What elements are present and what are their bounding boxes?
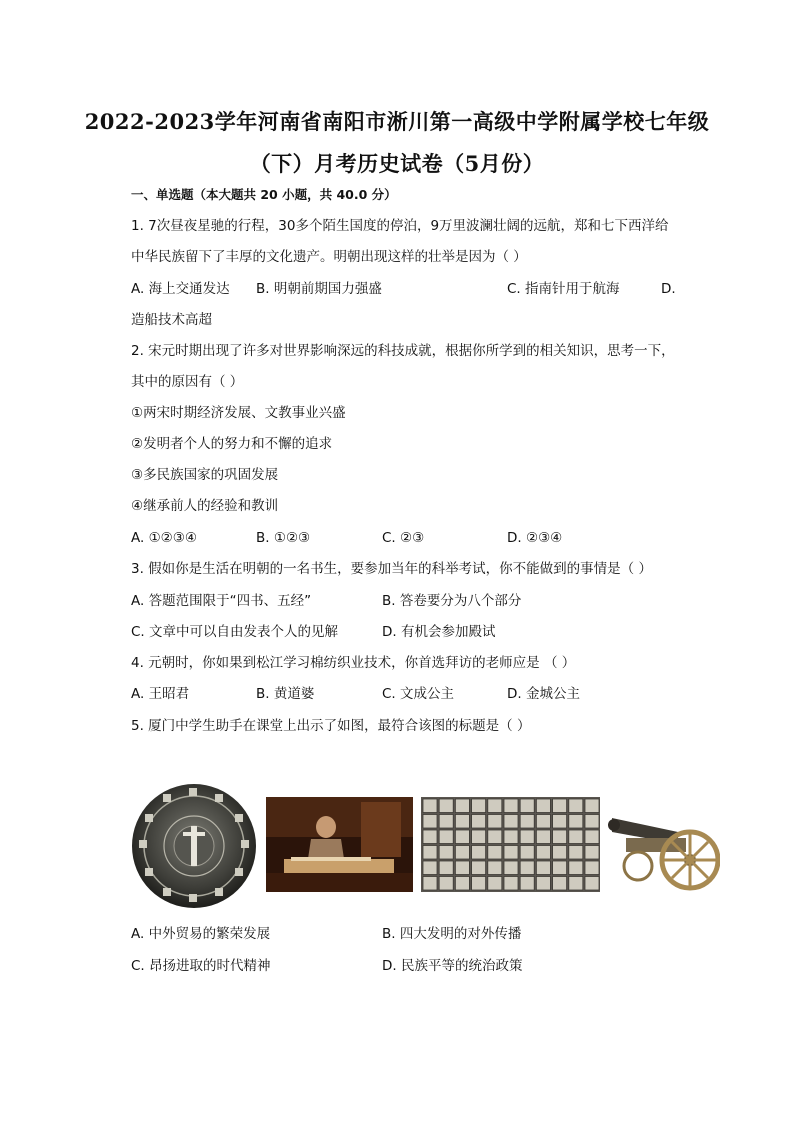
q2-item-4: ④继承前人的经验和教训 (131, 498, 279, 514)
q3-option-b: B. 答卷要分为八个部分 (382, 593, 522, 609)
q5-option-d: D. 民族平等的统治政策 (382, 958, 523, 974)
type-block (569, 830, 583, 844)
movable-type-image (421, 797, 600, 892)
type-block (585, 799, 599, 813)
type-block (569, 799, 583, 813)
type-block (455, 815, 469, 829)
type-block (488, 799, 502, 813)
type-block (520, 861, 534, 875)
type-block (423, 877, 437, 891)
type-block (472, 799, 486, 813)
q3-option-a: A. 答题范围限于“四书、五经” (131, 593, 312, 609)
type-block (536, 877, 550, 891)
q4-option-b: B. 黄道婆 (256, 686, 315, 702)
type-block (520, 830, 534, 844)
type-block (488, 815, 502, 829)
type-block (504, 877, 518, 891)
type-block (504, 830, 518, 844)
type-block (455, 799, 469, 813)
section-heading: 一、单选题（本大题共 20 小题，共 40.0 分） (131, 187, 397, 202)
q2-item-3: ③多民族国家的巩固发展 (131, 467, 279, 483)
type-block (553, 846, 567, 860)
type-block (553, 830, 567, 844)
q4-option-c: C. 文成公主 (382, 686, 455, 702)
type-block (536, 861, 550, 875)
type-block (585, 846, 599, 860)
type-block (439, 830, 453, 844)
type-block (455, 877, 469, 891)
type-block (569, 861, 583, 875)
type-block (504, 846, 518, 860)
type-block (439, 815, 453, 829)
q1-stem-line1: 1. 7次昼夜星驰的行程，30多个陌生国度的停泊，9万里波澜壮阔的远航，郑和七下西洋给 (131, 218, 669, 234)
q5-option-c: C. 昂扬进取的时代精神 (131, 958, 271, 974)
q4-option-a: A. 王昭君 (131, 686, 190, 702)
q1-option-c: C. 指南针用于航海 (507, 281, 620, 297)
type-block (455, 830, 469, 844)
type-block (472, 861, 486, 875)
type-block (520, 799, 534, 813)
type-block (439, 877, 453, 891)
type-block (520, 815, 534, 829)
type-block (536, 799, 550, 813)
type-block (520, 846, 534, 860)
type-block (488, 861, 502, 875)
type-block (423, 861, 437, 875)
q2-option-a: A. ①②③④ (131, 530, 197, 546)
type-block (455, 846, 469, 860)
type-block (504, 861, 518, 875)
type-block (488, 877, 502, 891)
q2-stem-line1: 2. 宋元时期出现了许多对世界影响深远的科技成就，根据你所学到的相关知识，思考一下， (131, 343, 675, 359)
type-block (536, 815, 550, 829)
type-block (553, 861, 567, 875)
type-block (504, 799, 518, 813)
type-block (472, 830, 486, 844)
type-block (585, 861, 599, 875)
q1-stem-line2: 中华民族留下了丰厚的文化遗产。明朝出现这样的壮举是因为（ ） (131, 249, 527, 265)
q2-option-d: D. ②③④ (507, 530, 563, 546)
type-block (439, 799, 453, 813)
q2-option-c: C. ②③ (382, 530, 425, 546)
type-block (423, 846, 437, 860)
exam-title-line2: （下）月考历史试卷（5月份） (249, 151, 545, 176)
q3-option-d: D. 有机会参加殿试 (382, 624, 496, 640)
q5-option-b: B. 四大发明的对外传播 (382, 926, 522, 942)
type-block (569, 846, 583, 860)
type-block (536, 846, 550, 860)
type-block (455, 861, 469, 875)
q1-option-d-text: 造船技术高超 (131, 312, 212, 328)
q1-option-a: A. 海上交通发达 (131, 281, 230, 297)
type-block (472, 815, 486, 829)
exam-title-line1: 2022-2023学年河南省南阳市淅川第一高级中学附属学校七年级 (84, 109, 710, 134)
papermaking-image (266, 797, 413, 892)
q5-stem: 5. 厦门中学生助手在课堂上出示了如图，最符合该图的标题是（ ） (131, 718, 531, 734)
type-block (439, 846, 453, 860)
type-block (553, 815, 567, 829)
type-block (439, 861, 453, 875)
type-block (585, 830, 599, 844)
q1-option-b: B. 明朝前期国力强盛 (256, 281, 382, 297)
type-block (504, 815, 518, 829)
type-block (488, 830, 502, 844)
q3-stem: 3. 假如你是生活在明朝的一名书生，要参加当年的科举考试，你不能做到的事情是（ ） (131, 561, 652, 577)
type-block (585, 877, 599, 891)
q4-option-d: D. 金城公主 (507, 686, 580, 702)
q3-option-c: C. 文章中可以自由发表个人的见解 (131, 624, 339, 640)
type-block (423, 799, 437, 813)
compass-image (131, 782, 258, 910)
type-block (553, 799, 567, 813)
type-block (488, 846, 502, 860)
type-block (520, 877, 534, 891)
type-block (536, 830, 550, 844)
q5-option-a: A. 中外贸易的繁荣发展 (131, 926, 271, 942)
type-block (569, 877, 583, 891)
q2-stem-line2: 其中的原因有（ ） (131, 374, 244, 390)
type-block (553, 877, 567, 891)
q2-option-b: B. ①②③ (256, 530, 311, 546)
q2-item-1: ①两宋时期经济发展、文教事业兴盛 (131, 405, 346, 421)
q1-option-d: D. (661, 281, 676, 297)
type-block (472, 877, 486, 891)
q4-stem: 4. 元朝时，你如果到松江学习棉纺织业技术，你首选拜访的老师应是 （ ） (131, 655, 576, 671)
type-block (569, 815, 583, 829)
type-block (472, 846, 486, 860)
q2-item-2: ②发明者个人的努力和不懈的追求 (131, 436, 333, 452)
cannon-image (608, 800, 720, 896)
type-block (423, 815, 437, 829)
type-block (423, 830, 437, 844)
type-block (585, 815, 599, 829)
